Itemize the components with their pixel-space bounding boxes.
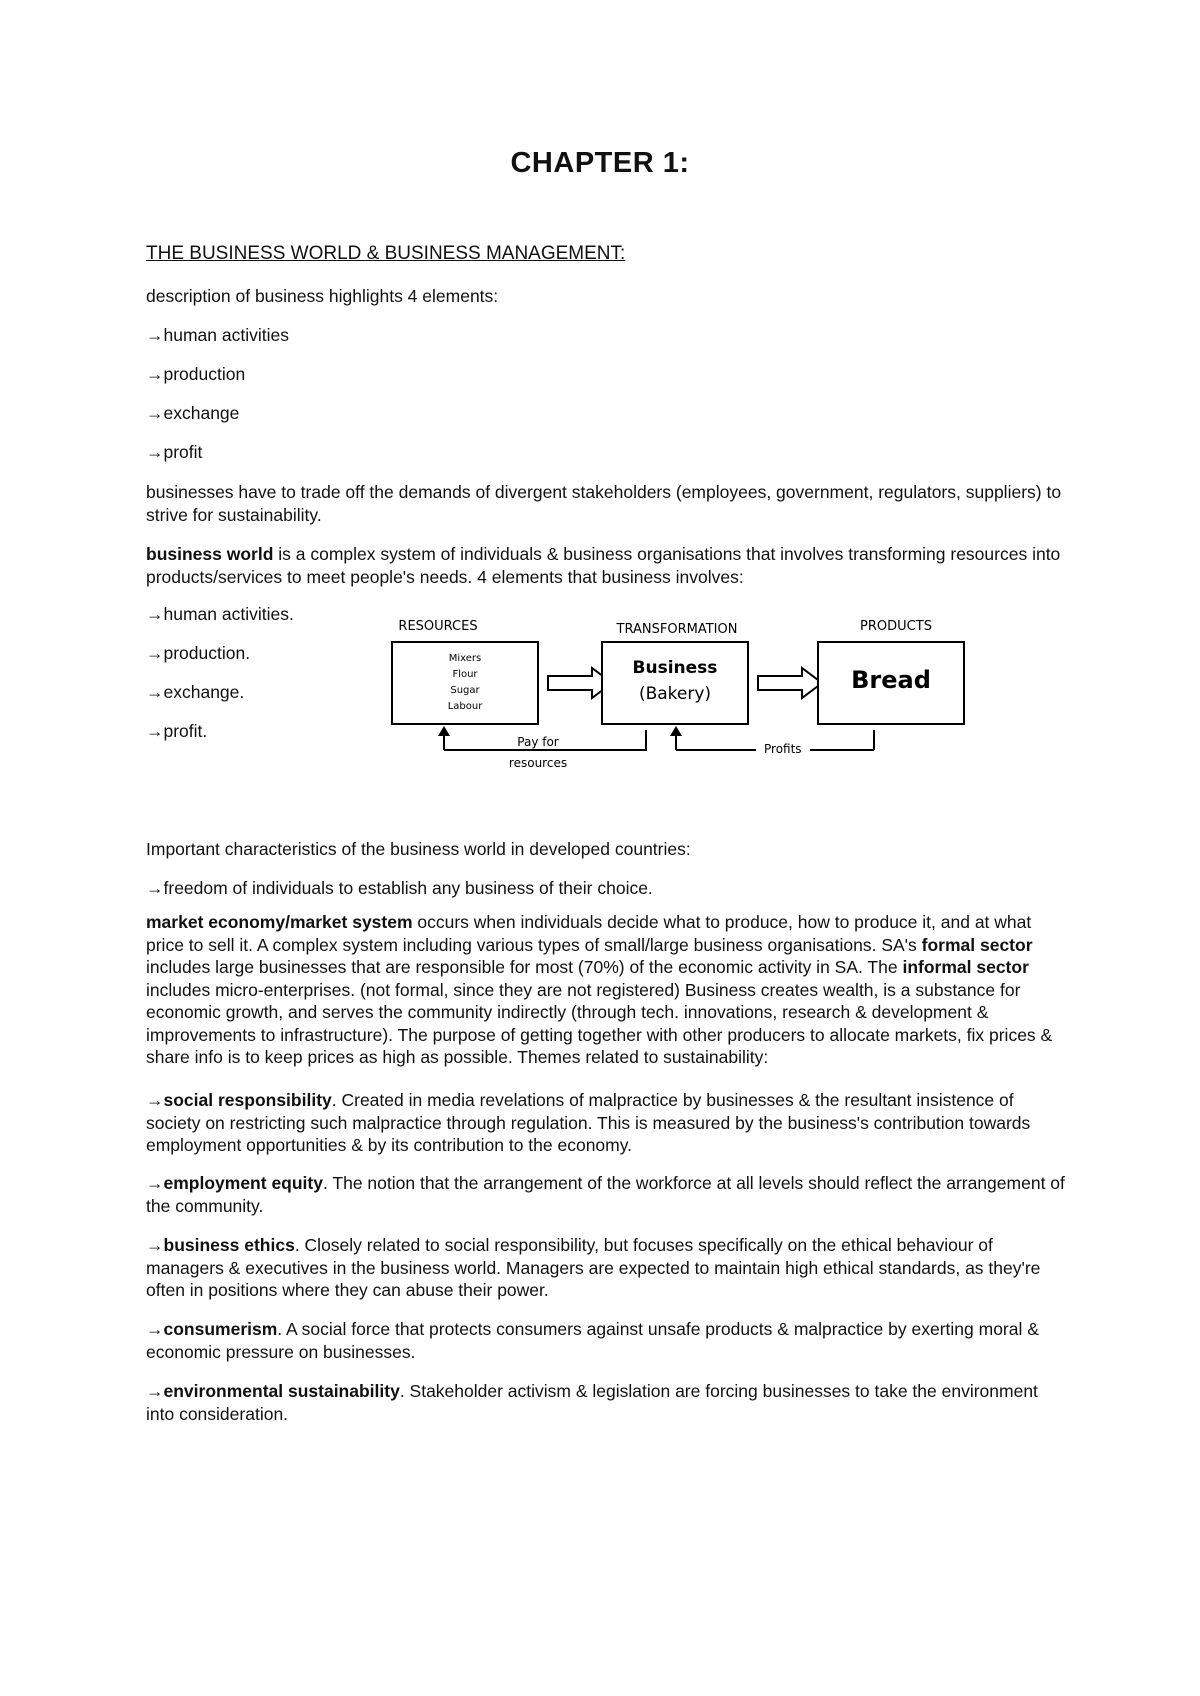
resource-item: Mixers (448, 653, 482, 664)
tradeoff-paragraph: businesses have to trade off the demands of divergent stakeholders (employees, government, regulators, suppliers) to strive for sustainability. (146, 482, 1062, 525)
theme-term: social responsibility (163, 1090, 332, 1110)
business-name: Business (632, 658, 718, 678)
theme-term: employment equity (163, 1173, 323, 1193)
arrow: → (146, 1235, 164, 1255)
element-item: →profit (146, 442, 203, 462)
section-heading: THE BUSINESS WORLD & BUSINESS MANAGEMENT: (146, 243, 626, 264)
arrow: → (146, 1381, 164, 1401)
business-type: (Bakery) (638, 684, 712, 704)
theme-term: environmental sustainability (163, 1381, 400, 1401)
pay-label: resources (508, 756, 568, 770)
involves-item: →profit. (146, 721, 208, 741)
theme-text: . The notion that the arrangement of the workforce at all levels should reflect the arrangement of the community. (146, 1173, 1065, 1216)
arrow: → (146, 1173, 164, 1193)
pay-label: Pay for (517, 735, 559, 749)
market-text: includes large businesses that are responsible for most (70%) of the economic activity in SA. The (146, 957, 903, 977)
market-text: occurs when individuals decide what to produce, how to produce it, and at what price to sell it. A complex system including various types of small/large business organisations. SA's (146, 912, 1032, 955)
business-box (602, 642, 748, 724)
business-flow-diagram (380, 612, 980, 782)
business-world-paragraph (146, 543, 1066, 588)
theme-text: . A social force that protects consumers against unsafe products & malpractice by exerting moral & economic pressure on businesses. (146, 1319, 1039, 1362)
products-label: PRODUCTS (860, 619, 932, 634)
up-arrow-icon (670, 726, 682, 736)
profits-label: Profits (764, 742, 802, 756)
element-item: →exchange (146, 403, 240, 423)
arrow: → (146, 1090, 164, 1110)
theme-paragraph-employment-equity (146, 1172, 1066, 1217)
resource-item: Flour (452, 669, 478, 680)
involves-item: →exchange. (146, 682, 245, 702)
theme-paragraph-business-ethics (146, 1234, 1066, 1302)
theme-term: business ethics (163, 1235, 295, 1255)
product-name: Bread (851, 666, 931, 694)
market-economy-term: market economy/market system (146, 912, 413, 932)
arrow: → (146, 1319, 164, 1339)
theme-paragraph-consumerism (146, 1318, 1066, 1363)
involves-item: →human activities. (146, 604, 294, 624)
business-world-text: is a complex system of individuals & business organisations that involves transforming resources into products/services to meet people's needs. 4 elements that business involves: (146, 544, 1061, 587)
element-item: →human activities (146, 325, 289, 345)
business-world-term: business world (146, 544, 274, 564)
transformation-label: TRANSFORMATION (616, 622, 738, 637)
theme-paragraph-environmental-sustainability (146, 1380, 1066, 1425)
market-economy-paragraph (146, 911, 1066, 1069)
chapter-title: CHAPTER 1: (510, 147, 690, 179)
theme-paragraph-social-responsibility (146, 1089, 1066, 1157)
theme-text: . Closely related to social responsibility, but focuses specifically on the ethical behaviour of managers & executives in the business world. Managers are expected to maintain high ethical standards, as they're often in positions where they can abuse their power. (146, 1235, 1041, 1300)
market-text: includes micro-enterprises. (not formal, since they are not registered) Business creates wealth, is a substance for economic growth, and serves the community indirectly (through tech. innovations, research & development & improvements to infrastructure). The purpose of getting together with other producers to allocate markets, fix prices & share info is to keep prices as high as possible. Themes related to sustainability: (146, 979, 1053, 1067)
theme-text: . Created in media revelations of malpractice by businesses & the resultant insistence of society on restricting such malpractice through regulation. This is measured by the business's contribution towards employment opportunities & by its contribution to the economy. (146, 1090, 1031, 1155)
intro-text: description of business highlights 4 elements: (146, 286, 499, 306)
involves-item: →production. (146, 643, 251, 663)
resources-label: RESOURCES (398, 619, 478, 634)
element-item: →production (146, 364, 246, 384)
resource-item: Sugar (450, 685, 480, 696)
characteristics-intro: Important characteristics of the business world in developed countries: (146, 839, 691, 859)
theme-term: consumerism (163, 1319, 278, 1339)
formal-sector-term: formal sector (921, 934, 1033, 955)
informal-sector-term: informal sector (902, 957, 1029, 977)
freedom-item: →freedom of individuals to establish any business of their choice. (146, 878, 653, 898)
up-arrow-icon (438, 726, 450, 736)
resource-item: Labour (447, 701, 483, 712)
right-arrow-icon (758, 668, 822, 698)
theme-text: . Stakeholder activism & legislation are forcing businesses to take the environment into consideration. (146, 1381, 1038, 1424)
